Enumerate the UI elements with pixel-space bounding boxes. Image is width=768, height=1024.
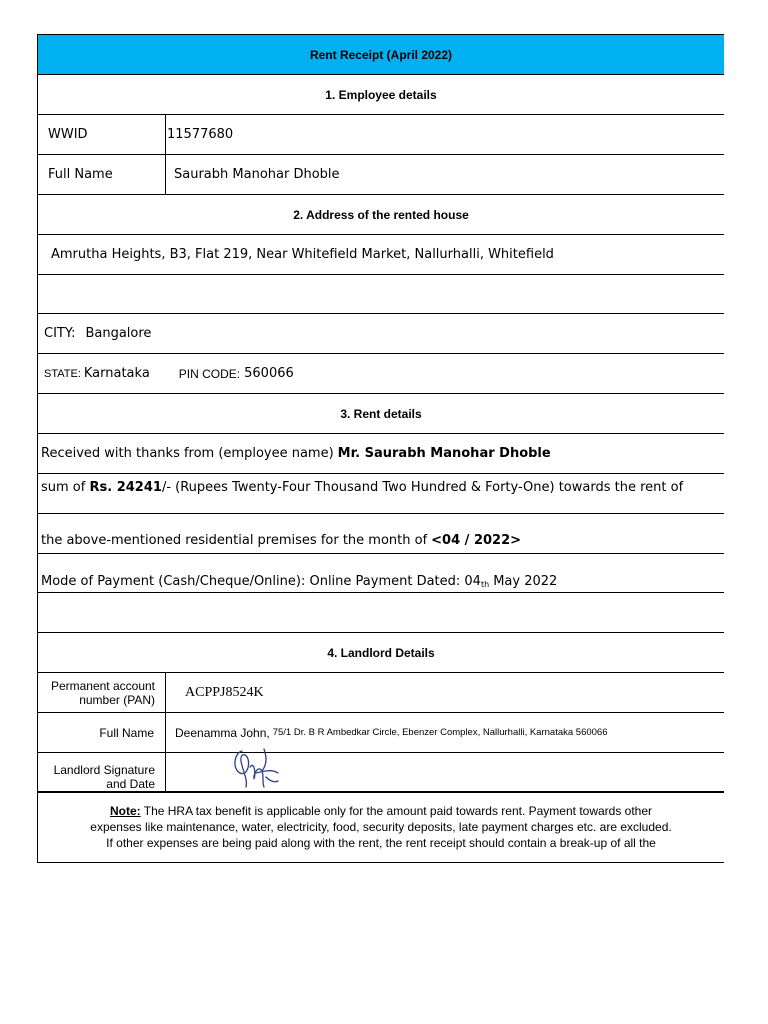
signature-label: Landlord Signature and Date <box>38 753 166 791</box>
pin-value: 560066 <box>244 366 294 381</box>
state-pin-row <box>38 354 724 394</box>
landlord-address: 75/1 Dr. B R Ambedkar Circle, Ebenzer Complex, Nallurhalli, Karnataka 560066 <box>272 727 608 738</box>
receipt-title: Rent Receipt (April 2022) <box>309 47 453 62</box>
receipt-title-row <box>38 35 724 75</box>
rent-blank-row <box>38 593 724 633</box>
sum-suffix: /- (Rupees Twenty-Four Thousand Two Hundred & Forty-One) towards the rent of <box>161 480 684 495</box>
wwid-row <box>38 115 724 155</box>
note-block <box>38 793 724 863</box>
premises-row <box>38 514 724 554</box>
section-address <box>38 195 724 235</box>
note-line-1 <box>38 803 724 819</box>
note-line-2: expenses like maintenance, water, electricity, food, security deposits, late payment charges etc. are excluded. <box>90 820 672 834</box>
section-address-heading: 2. Address of the rented house <box>293 207 469 222</box>
section-employee-details <box>38 75 724 115</box>
note-text-1: The HRA tax benefit is applicable only for the amount paid towards rent. Payment towards other <box>143 804 653 818</box>
section-rent-heading: 3. Rent details <box>340 406 422 421</box>
landlord-name: Deenamma John, <box>175 725 270 740</box>
note-label: Note: <box>109 804 141 818</box>
landlord-name-label: Full Name <box>38 713 166 752</box>
payment-mode-prefix: Mode of Payment (Cash/Cheque/Online): Online Payment Dated: 04 <box>41 574 481 589</box>
state-label: STATE: <box>44 367 81 380</box>
premises-month: <04 / 2022> <box>431 533 522 548</box>
payment-mode-suffix: May 2022 <box>493 574 558 589</box>
pan-label: Permanent account number (PAN) <box>38 673 166 712</box>
received-name: Mr. Saurabh Manohar Dhoble <box>337 446 551 461</box>
payment-mode-row <box>38 554 724 593</box>
address-blank-row <box>38 275 724 314</box>
sum-amount: Rs. 24241 <box>89 480 162 495</box>
received-row <box>38 434 724 474</box>
address-line: Amrutha Heights, B3, Flat 219, Near Whitefield Market, Nallurhalli, Whitefield <box>51 247 554 262</box>
landlord-name-row <box>38 713 724 753</box>
city-value: Bangalore <box>85 326 152 341</box>
employee-name-row <box>38 155 724 195</box>
employee-name-value: Saurabh Manohar Dhoble <box>174 167 340 182</box>
premises-prefix: the above-mentioned residential premises for the month of <box>41 533 428 548</box>
signature-row <box>38 753 724 793</box>
wwid-value: 11577680 <box>167 127 234 142</box>
sum-row <box>38 474 724 514</box>
note-line-3: If other expenses are being paid along with the rent, the rent receipt should contain a break-up of all the <box>106 836 656 850</box>
section-rent-details <box>38 394 724 434</box>
section-landlord-heading: 4. Landlord Details <box>327 645 435 660</box>
received-prefix: Received with thanks from (employee name) <box>41 446 334 461</box>
payment-mode-sup: th <box>480 580 490 589</box>
city-label: CITY: <box>44 326 76 341</box>
wwid-label: WWID <box>38 115 166 154</box>
address-row <box>38 235 724 275</box>
employee-name-label: Full Name <box>38 155 166 194</box>
pan-value: ACPPJ8524K <box>185 684 264 700</box>
section-employee-heading: 1. Employee details <box>325 87 437 102</box>
pin-label: PIN CODE: <box>178 366 241 381</box>
pan-row <box>38 673 724 713</box>
city-row <box>38 314 724 354</box>
section-landlord-details <box>38 633 724 673</box>
landlord-signature-image <box>226 743 286 795</box>
state-value: Karnataka <box>83 366 150 381</box>
sum-prefix: sum of <box>41 480 86 495</box>
rent-receipt-sheet <box>37 34 724 863</box>
